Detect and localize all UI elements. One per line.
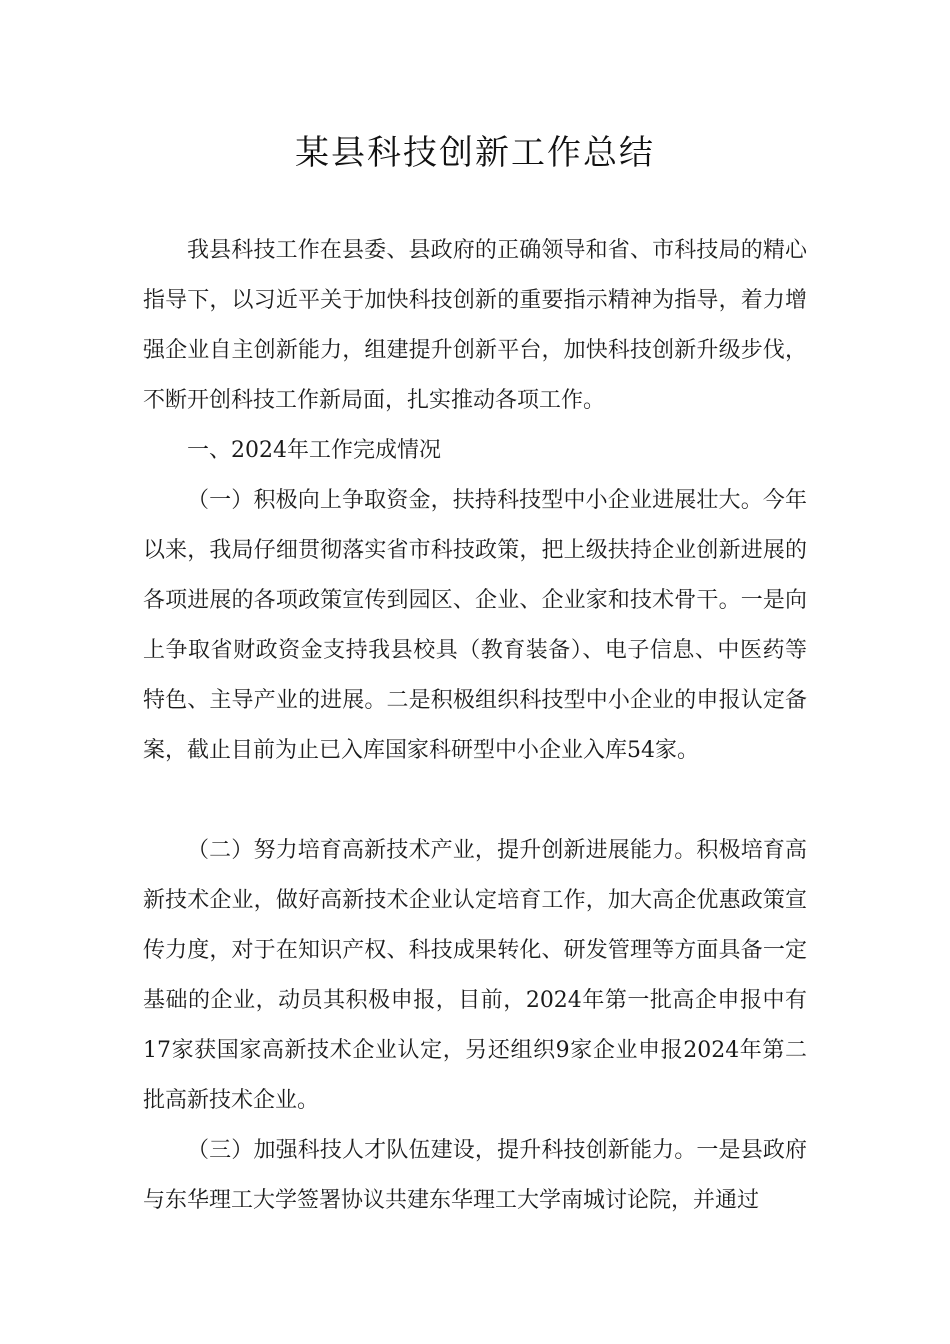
subsection-paragraph-1: （一）积极向上争取资金，扶持科技型中小企业进展壮大。今年以来，我局仔细贯彻落实省市科技政策，把上级扶持企业创新进展的各项进展的各项政策宣传到园区、企业、企业家和技术骨干。一是向上争取省财政资金支持我县校具（教育装备）、电子信息、中医药等特色、主导产业的进展。二是积极组织科技型中小企业的申报认定备案，截止目前为止已入库国家科研型中小企业入库54家。 (143, 488, 807, 763)
section-heading-1: 一、2024年工作完成情况 (187, 438, 441, 463)
document-body (143, 226, 807, 1226)
paragraph-gap (143, 776, 807, 826)
document-title: 某县科技创新工作总结 (295, 133, 655, 173)
subsection-paragraph-2: （二）努力培育高新技术产业，提升创新进展能力。积极培育高新技术企业，做好高新技术企业认定培育工作，加大高企优惠政策宣传力度，对于在知识产权、科技成果转化、研发管理等方面具备一定基础的企业，动员其积极申报，目前，2024年第一批高企申报中有17家获国家高新技术企业认定，另还组织9家企业申报2024年第二批高新技术企业。 (143, 838, 807, 1113)
subsection-paragraph-3: （三）加强科技人才队伍建设，提升科技创新能力。一是县政府与东华理工大学签署协议共建东华理工大学南城讨论院，并通过 (143, 1138, 807, 1213)
intro-paragraph: 我县科技工作在县委、县政府的正确领导和省、市科技局的精心指导下，以习近平关于加快科技创新的重要指示精神为指导，着力增强企业自主创新能力，组建提升创新平台，加快科技创新升级步伐，不断开创科技工作新局面，扎实推动各项工作。 (143, 238, 807, 413)
